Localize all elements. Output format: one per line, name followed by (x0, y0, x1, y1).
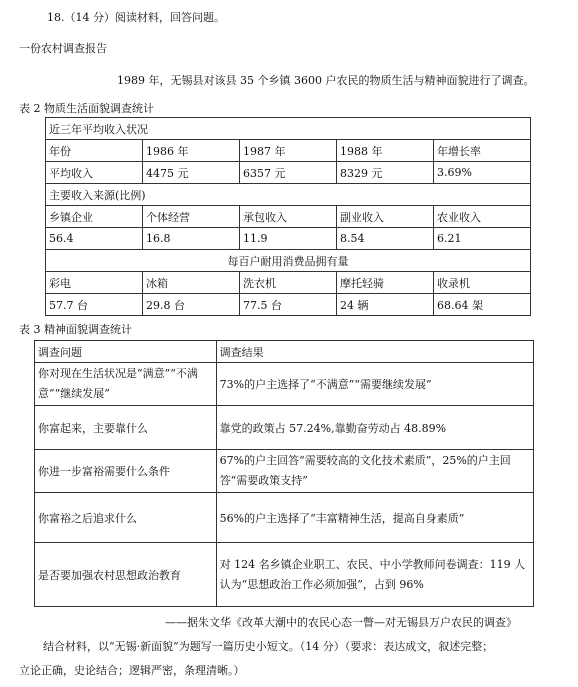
table2-caption: 表 2 物质生活面貌调查统计 (19, 102, 154, 115)
table2 (45, 117, 531, 316)
table-row: 乡镇企业 个体经营 承包收入 副业收入 农业收入 (46, 206, 531, 228)
table2-section-income: 近三年平均收入状况 (46, 118, 531, 140)
table2-section-sources: 主要收入来源(比例) (46, 184, 531, 206)
table-row: 你富起来，主要靠什么 靠党的政策占 57.24%,靠勤奋劳动占 48.89% (35, 406, 534, 450)
table-row: 彩电 冰箱 洗衣机 摩托轻骑 收录机 (46, 272, 531, 294)
question-header: 18.（14 分）阅读材料，回答问题。 (47, 11, 225, 24)
source-citation: ——据朱文华《改革大潮中的农民心态一瞥—对无锡县万户农民的调查》 (165, 616, 517, 629)
task-instruction-line2: 立论正确，史论结合；逻辑严密，条理清晰。） (19, 664, 245, 677)
table-row: 你对现在生活状况是“满意”“不满意”“继续发展” 73%的户主选择了“不满意”“需要继续发展” (35, 363, 534, 406)
table-row: 你进一步富裕需要什么条件 67%的户主回答“需要较高的文化技术素质”，25%的户主回答“需要政策支持” (35, 450, 534, 493)
table-row: 是否要加强农村思想政治教育 对 124 名乡镇企业职工、农民、中小学教师问卷调查：119 人认为“思想政治工作必须加强”，占到 96% (35, 543, 534, 607)
task-instruction-line1: 结合材料，以“无锡·新面貌”为题写一篇历史小短文。（14 分）（要求：表达成文，叙述完整； (43, 640, 494, 653)
table-row: 年份 1986 年 1987 年 1988 年 年增长率 (46, 140, 531, 162)
table-row: 57.7 台 29.8 台 77.5 台 24 辆 68.64 架 (46, 294, 531, 316)
table2-section-goods: 每百户耐用消费品拥有量 (46, 250, 531, 272)
table3-caption: 表 3 精神面貌调查统计 (19, 323, 132, 336)
table-row: 56.4 16.8 11.9 8.54 6.21 (46, 228, 531, 250)
intro-text: 1989 年，无锡县对该县 35 个乡镇 3600 户农民的物质生活与精神面貌进行了调查。 (117, 74, 535, 87)
table-row: 调查问题 调查结果 (35, 341, 534, 363)
table3 (34, 340, 534, 607)
report-title: 一份农村调查报告 (19, 42, 107, 55)
table-row: 平均收入 4475 元 6357 元 8329 元 3.69% (46, 162, 531, 184)
table-row: 你富裕之后追求什么 56%的户主选择了“丰富精神生活，提高自身素质” (35, 493, 534, 543)
